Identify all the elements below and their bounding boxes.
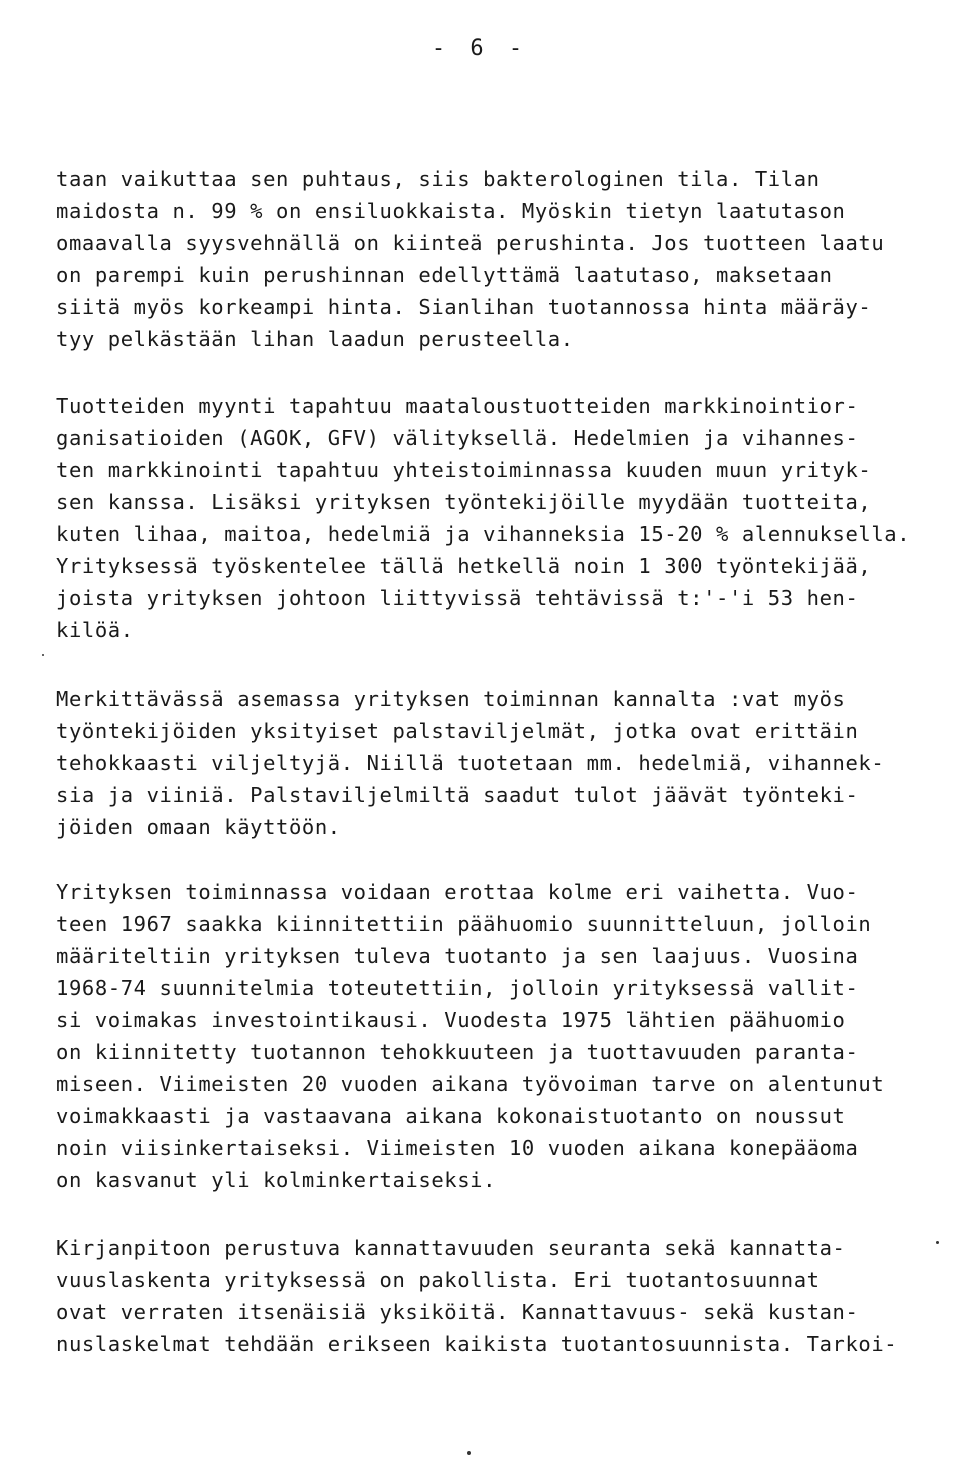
paragraph-company-phases [56,876,936,1196]
paragraph-employee-plots [56,683,936,843]
scan-speck [467,1451,471,1455]
page-number: - 6 - [431,36,529,61]
text-line: työntekijöiden yksityiset palstaviljelmät, jotka ovat erittäin [56,719,859,743]
text-line: Tuotteiden myynti tapahtuu maataloustuotteiden markkinointior- [56,394,859,418]
text-line: siitä myös korkeampi hinta. Sianlihan tuotannossa hinta määräy- [56,295,872,319]
text-line: vuuslaskenta yrityksessä on pakollista. Eri tuotantosuunnat [56,1268,820,1292]
text-line: tehokkaasti viljeltyjä. Niillä tuotetaan mm. hedelmiä, vihannek- [56,751,885,775]
text-line: Merkittävässä asemassa yrityksen toiminnan kannalta :vat myös [56,687,846,711]
text-line: miseen. Viimeisten 20 vuoden aikana työvoiman tarve on alentunut [56,1072,885,1096]
text-line: nuslaskelmat tehdään erikseen kaikista tuotantosuunnista. Tarkoi- [56,1332,898,1356]
text-line: voimakkaasti ja vastaavana aikana kokonaistuotanto on noussut [56,1104,846,1128]
scan-speck [936,1241,939,1244]
text-line: Yrityksessä työskentelee tällä hetkellä noin 1 300 työntekijää, [56,554,872,578]
text-line: maidosta n. 99 % on ensiluokkaista. Myöskin tietyn laatutason [56,199,846,223]
text-line: Yrityksen toiminnassa voidaan erottaa kolme eri vaihetta. Vuo- [56,880,859,904]
text-line: sia ja viiniä. Palstaviljelmiltä saadut tulot jäävät työnteki- [56,783,859,807]
text-line: kilöä. [56,618,134,642]
text-line: teen 1967 saakka kiinnitettiin päähuomio suunnitteluun, jolloin [56,912,872,936]
text-line: ganisatioiden (AGOK, GFV) välityksellä. Hedelmien ja vihannes- [56,426,859,450]
text-line: si voimakas investointikausi. Vuodesta 1975 lähtien päähuomio [56,1008,846,1032]
text-line: 1968-74 suunnitelmia toteutettiin, jolloin yrityksessä vallit- [56,976,859,1000]
text-line: sen kanssa. Lisäksi yrityksen työntekijöille myydään tuotteita, [56,490,872,514]
text-line: tyy pelkästään lihan laadun perusteella. [56,327,574,351]
text-line: on parempi kuin perushinnan edellyttämä laatutaso, maksetaan [56,263,833,287]
text-line: määriteltiin yrityksen tuleva tuotanto ja sen laajuus. Vuosina [56,944,859,968]
text-line: ten markkinointi tapahtuu yhteistoiminnassa kuuden muun yrityk- [56,458,872,482]
text-line: omaavalla syysvehnällä on kiinteä perushinta. Jos tuotteen laatu [56,231,885,255]
text-line: on kiinnitetty tuotannon tehokkuuteen ja tuottavuuden paranta- [56,1040,859,1064]
paragraph-profitability [56,1232,936,1360]
paragraph-quality-pricing [56,163,936,355]
text-line: taan vaikuttaa sen puhtaus, siis bakterologinen tila. Tilan [56,167,820,191]
text-line: joista yrityksen johtoon liittyvissä tehtävissä t:'-'i 53 hen- [56,586,859,610]
text-line: Kirjanpitoon perustuva kannattavuuden seuranta sekä kannatta- [56,1236,846,1260]
text-line: kuten lihaa, maitoa, hedelmiä ja vihanneksia 15-20 % alennuksella. [56,522,911,546]
text-line: noin viisinkertaiseksi. Viimeisten 10 vuoden aikana konepääoma [56,1136,859,1160]
text-line: ovat verraten itsenäisiä yksiköitä. Kannattavuus- sekä kustan- [56,1300,859,1324]
scan-speck [42,654,44,656]
text-line: jöiden omaan käyttöön. [56,815,341,839]
text-line: on kasvanut yli kolminkertaiseksi. [56,1168,497,1192]
paragraph-sales-marketing [56,390,936,646]
